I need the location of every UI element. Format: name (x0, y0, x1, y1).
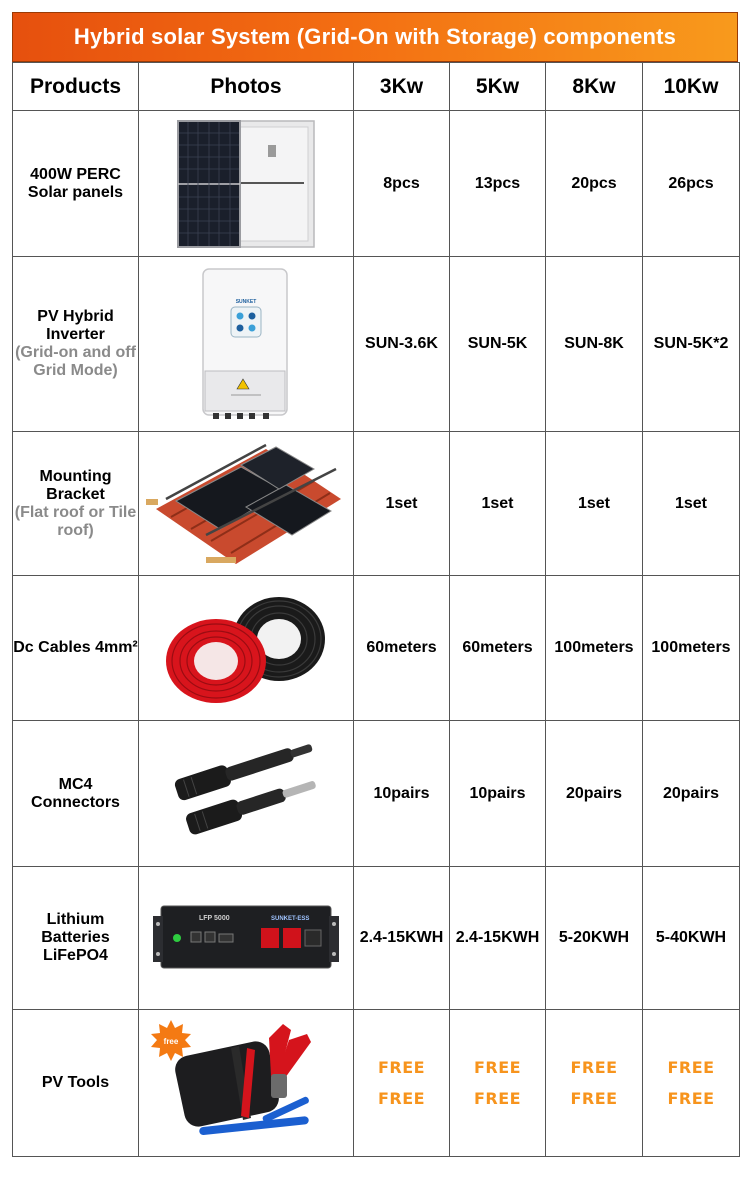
header-8kw: 8Kw (546, 63, 643, 111)
value-10kw: 26pcs (643, 111, 740, 257)
mc4-connector-icon (139, 739, 353, 849)
product-name: PV Tools (41, 1074, 110, 1091)
product-cell (13, 111, 139, 257)
value-3kw (354, 1010, 450, 1157)
value-5kw: 60meters (450, 576, 546, 721)
tool-kit-icon (139, 1018, 353, 1148)
header-products: Products (13, 63, 139, 111)
value-5kw (450, 1010, 546, 1157)
header-5kw: 5Kw (450, 63, 546, 111)
solar-panel-icon (139, 119, 353, 249)
value-10kw: 100meters (643, 576, 740, 721)
table-row (13, 721, 740, 867)
header-10kw: 10Kw (643, 63, 740, 111)
product-name: Mounting Bracket (39, 467, 112, 503)
components-table (12, 62, 740, 1157)
value-8kw (546, 1010, 643, 1157)
value-5kw: 2.4-15KWH (450, 867, 546, 1010)
photo-cell (139, 867, 354, 1010)
table-row (13, 111, 740, 257)
value-5kw: SUN-5K (450, 257, 546, 432)
photo-cell (139, 257, 354, 432)
battery-model-label: LFP 5000 (199, 915, 230, 922)
product-name: Dc Cables 4mm² (13, 639, 138, 656)
table-row (13, 576, 740, 721)
free-text: FREE FREE (377, 1058, 426, 1108)
photo-cell (139, 432, 354, 576)
free-text: FREE FREE (473, 1058, 522, 1108)
header-row (13, 63, 740, 111)
value-10kw: 5-40KWH (643, 867, 740, 1010)
title-banner (12, 12, 738, 62)
value-8kw: 20pcs (546, 111, 643, 257)
photo-cell (139, 576, 354, 721)
value-3kw: 10pairs (354, 721, 450, 867)
product-cell (13, 257, 139, 432)
photo-cell (139, 721, 354, 867)
battery-icon (139, 898, 353, 978)
value-3kw: 60meters (354, 576, 450, 721)
value-5kw: 13pcs (450, 111, 546, 257)
product-cell (13, 1010, 139, 1157)
photo-cell (139, 111, 354, 257)
table-row (13, 432, 740, 576)
free-text: FREE FREE (667, 1058, 715, 1108)
table-row (13, 1010, 740, 1157)
value-10kw (643, 1010, 740, 1157)
product-name: 400W PERC Solar panels (27, 165, 124, 201)
header-photos: Photos (139, 63, 354, 111)
value-5kw: 10pairs (450, 721, 546, 867)
free-text: FREE FREE (570, 1058, 618, 1108)
value-10kw: SUN-5K*2 (643, 257, 740, 432)
product-cell (13, 432, 139, 576)
photo-cell (139, 1010, 354, 1157)
value-8kw: 100meters (546, 576, 643, 721)
product-cell (13, 576, 139, 721)
product-name: Lithium Batteries LiFePO4 (41, 911, 110, 964)
value-8kw: 1set (546, 432, 643, 576)
product-note: (Grid-on and off Grid Mode) (15, 344, 136, 379)
value-10kw: 1set (643, 432, 740, 576)
value-8kw: SUN-8K (546, 257, 643, 432)
value-8kw: 20pairs (546, 721, 643, 867)
page-title: Hybrid solar System (Grid-On with Storage) components (73, 24, 677, 49)
mounting-bracket-icon (139, 439, 353, 569)
product-name: PV Hybrid Inverter (37, 308, 114, 343)
value-5kw: 1set (450, 432, 546, 576)
value-8kw: 5-20KWH (546, 867, 643, 1010)
value-10kw: 20pairs (643, 721, 740, 867)
value-3kw: 8pcs (354, 111, 450, 257)
product-cell (13, 867, 139, 1010)
table-row (13, 257, 740, 432)
product-cell (13, 721, 139, 867)
product-note: (Flat roof or Tile roof) (14, 503, 137, 539)
battery-brand-label: SUNKET-ESS (271, 916, 310, 922)
cable-reels-icon (139, 591, 353, 706)
value-3kw: 2.4-15KWH (354, 867, 450, 1010)
product-name: MC4 Connectors (31, 775, 120, 811)
free-badge-label: free (163, 1037, 179, 1046)
value-3kw: 1set (354, 432, 450, 576)
header-3kw: 3Kw (354, 63, 450, 111)
svg-text:SUNKET: SUNKET (235, 298, 257, 305)
table-row (13, 867, 740, 1010)
inverter-icon (139, 267, 353, 422)
value-3kw: SUN-3.6K (354, 257, 450, 432)
